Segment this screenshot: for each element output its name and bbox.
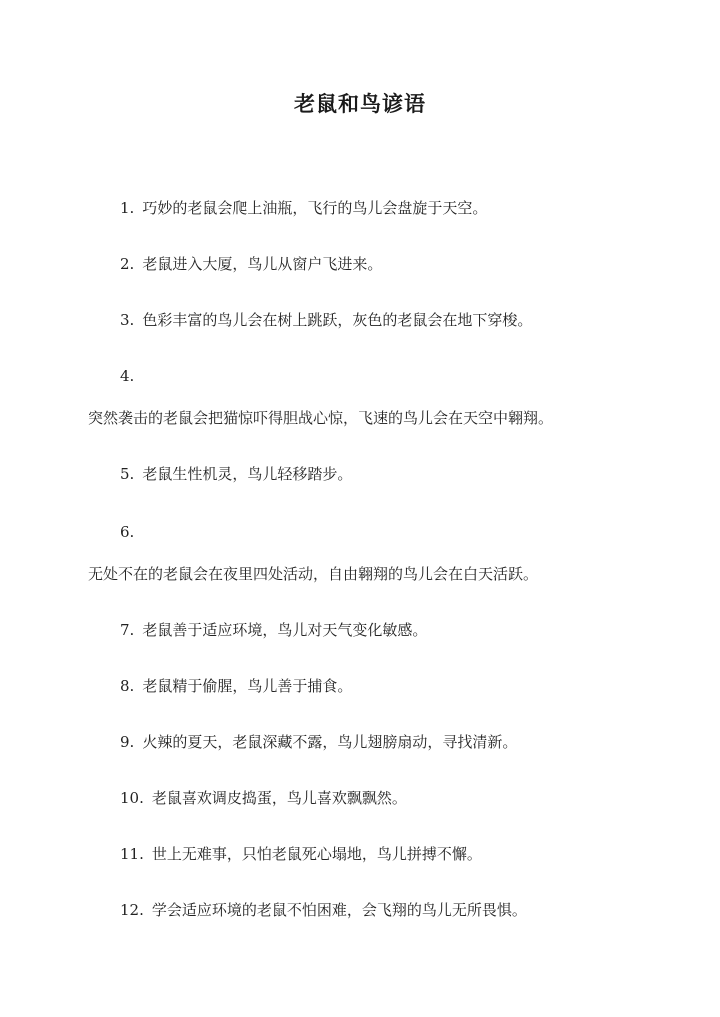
proverb-item-4-number (120, 366, 134, 386)
item-number: 11. (120, 845, 144, 863)
item-number: 8. (120, 677, 135, 695)
item-number: 10. (120, 789, 144, 807)
item-number: 1. (120, 199, 135, 217)
item-number: 9. (120, 733, 135, 751)
item-text: 老鼠精于偷腥，鸟儿善于捕食。 (142, 677, 353, 695)
item-text: 世上无难事，只怕老鼠死心塌地，鸟儿拼搏不懈。 (151, 845, 482, 863)
proverb-item-7 (120, 620, 427, 640)
item-text: 老鼠进入大厦，鸟儿从窗户飞进来。 (142, 255, 383, 273)
item-text: 色彩丰富的鸟儿会在树上跳跃，灰色的老鼠会在地下穿梭。 (142, 311, 533, 329)
proverb-item-8 (120, 676, 352, 696)
proverb-item-2 (120, 254, 382, 274)
item-number: 2. (120, 255, 135, 273)
proverb-item-1 (120, 198, 487, 218)
proverb-item-6-text (88, 564, 538, 584)
item-number: 5. (120, 465, 135, 483)
document-title: 老鼠和鸟谚语 (294, 91, 426, 116)
item-number: 3. (120, 311, 135, 329)
proverb-item-5 (120, 464, 352, 484)
proverb-item-11 (120, 844, 482, 864)
item-number: 4. (120, 367, 135, 385)
proverb-item-4-text (88, 408, 553, 428)
item-text: 巧妙的老鼠会爬上油瓶，飞行的鸟儿会盘旋于天空。 (142, 199, 488, 217)
item-number: 12. (120, 901, 144, 919)
item-number: 7. (120, 621, 135, 639)
item-text: 老鼠喜欢调皮捣蛋，鸟儿喜欢飘飘然。 (151, 789, 407, 807)
item-text: 火辣的夏天，老鼠深藏不露，鸟儿翅膀扇动，寻找清新。 (142, 733, 518, 751)
proverb-item-6-number (120, 522, 134, 542)
proverb-item-10 (120, 788, 407, 808)
item-number: 6. (120, 523, 135, 541)
proverb-item-9 (120, 732, 517, 752)
item-text: 老鼠生性机灵，鸟儿轻移踏步。 (142, 465, 353, 483)
item-text: 突然袭击的老鼠会把猫惊吓得胆战心惊，飞速的鸟儿会在天空中翱翔。 (88, 409, 554, 427)
item-text: 老鼠善于适应环境，鸟儿对天气变化敏感。 (142, 621, 428, 639)
proverb-item-12 (120, 900, 527, 920)
proverb-item-3 (120, 310, 532, 330)
item-text: 无处不在的老鼠会在夜里四处活动，自由翱翔的鸟儿会在白天活跃。 (88, 565, 539, 583)
item-text: 学会适应环境的老鼠不怕困难，会飞翔的鸟儿无所畏惧。 (151, 901, 527, 919)
